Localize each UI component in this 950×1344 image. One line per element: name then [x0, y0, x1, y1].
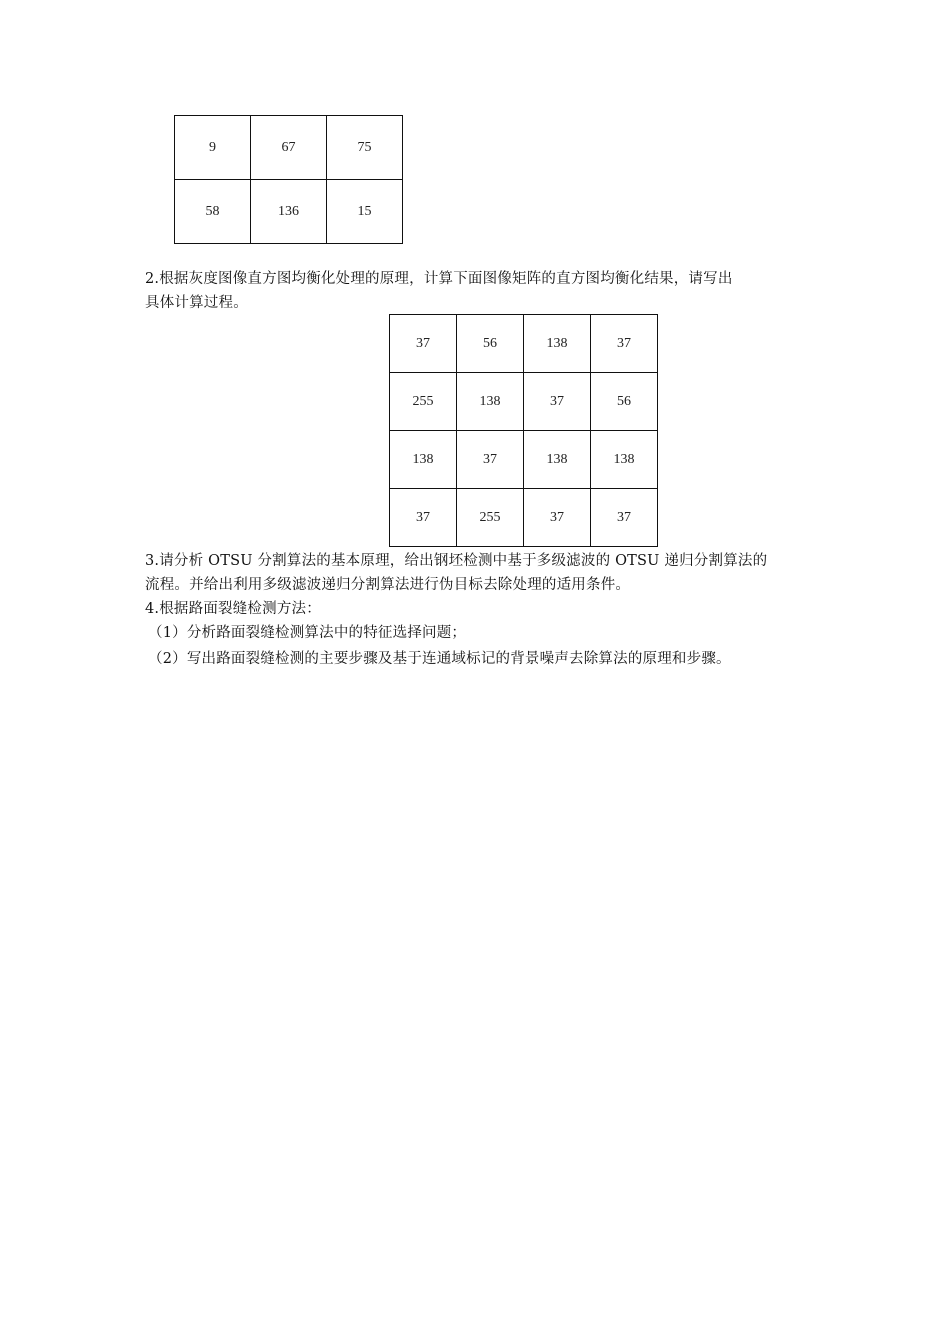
table-cell: 56 — [591, 373, 658, 431]
question-4-item-2: （2）写出路面裂缝检测的主要步骤及基于连通域标记的背景噪声去除算法的原理和步骤。 — [148, 651, 731, 667]
table-cell: 255 — [457, 489, 524, 547]
table-cell: 138 — [591, 431, 658, 489]
table-row — [390, 373, 658, 431]
question-4-item-1: （1）分析路面裂缝检测算法中的特征选择问题； — [148, 625, 467, 641]
table-cell: 37 — [457, 431, 524, 489]
table-cell: 37 — [390, 489, 457, 547]
table-cell: 37 — [591, 489, 658, 547]
table-row — [390, 489, 658, 547]
table-cell: 255 — [390, 373, 457, 431]
table-cell: 67 — [251, 116, 327, 180]
table-cell: 9 — [175, 116, 251, 180]
table-cell: 75 — [327, 116, 403, 180]
table-cell: 138 — [524, 431, 591, 489]
table-row — [175, 180, 403, 244]
table-cell: 138 — [524, 315, 591, 373]
matrix-table-2 — [389, 314, 658, 547]
table-cell: 136 — [251, 180, 327, 244]
table-cell: 37 — [591, 315, 658, 373]
table-cell: 58 — [175, 180, 251, 244]
question-2-text-line-2: 具体计算过程。 — [145, 295, 248, 311]
matrix-table-1 — [174, 115, 403, 244]
table-cell: 56 — [457, 315, 524, 373]
table-cell: 37 — [524, 489, 591, 547]
table-row — [390, 431, 658, 489]
question-3-text-line-1: 3.请分析 OTSU 分割算法的基本原理，给出钢坯检测中基于多级滤波的 OTSU 递归分割算法的 — [145, 553, 768, 569]
table-cell: 138 — [390, 431, 457, 489]
table-cell: 138 — [457, 373, 524, 431]
question-4-title: 4.根据路面裂缝检测方法： — [145, 601, 321, 617]
table-row — [175, 116, 403, 180]
table-row — [390, 315, 658, 373]
table-cell: 37 — [524, 373, 591, 431]
question-3-text-line-2: 流程。并给出利用多级滤波递归分割算法进行伪目标去除处理的适用条件。 — [145, 577, 631, 593]
table-cell: 37 — [390, 315, 457, 373]
table-cell: 15 — [327, 180, 403, 244]
question-2-text-line-1: 2.根据灰度图像直方图均衡化处理的原理，计算下面图像矩阵的直方图均衡化结果，请写出 — [145, 271, 733, 287]
